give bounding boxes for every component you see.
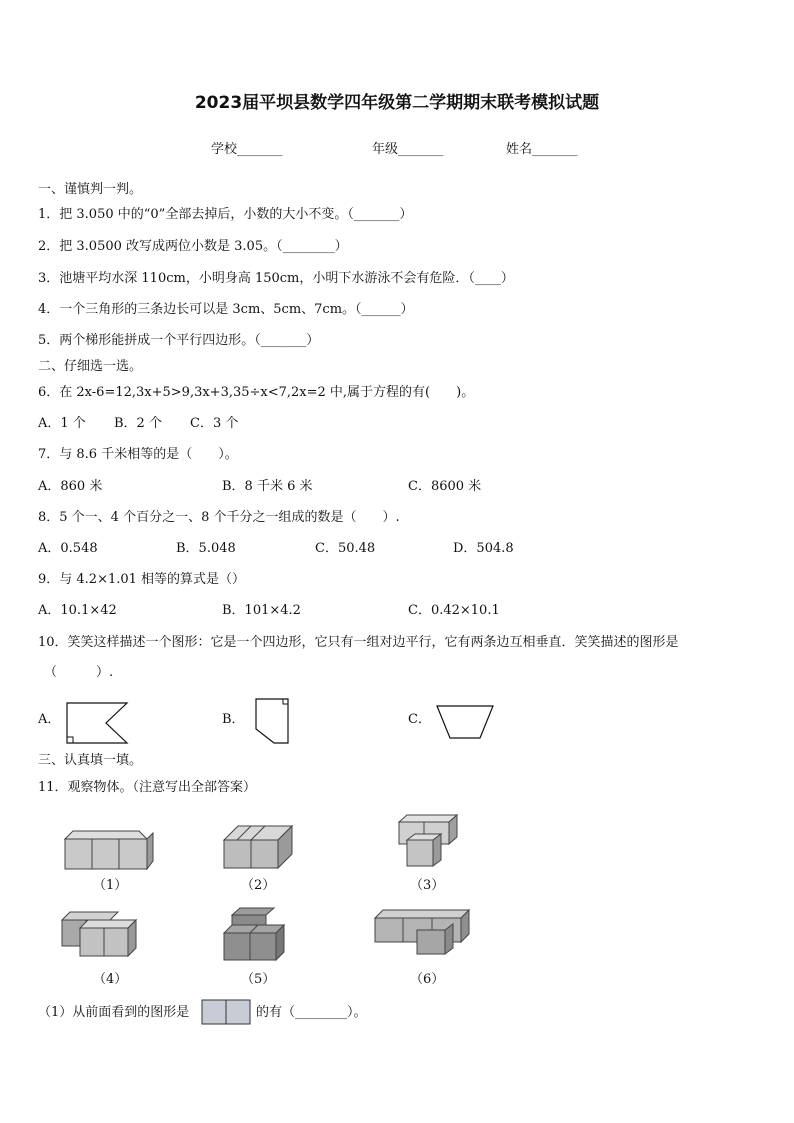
q10-shape-b xyxy=(252,696,292,746)
q10-option-c: C． xyxy=(408,712,431,727)
q11-sub1-suffix: 的有（________）。 xyxy=(256,1005,367,1020)
q10-shape-c xyxy=(434,703,496,741)
figure-label-5: （5） xyxy=(241,972,276,987)
q9-option-c: C．0.42×10.1 xyxy=(408,603,500,618)
q6-option-c: C．3 个 xyxy=(190,416,239,431)
question-2: 2．把 3.0500 改写成两位小数是 3.05。（________） xyxy=(38,239,348,254)
question-4: 4．一个三角形的三条边长可以是 3cm、5cm、7cm。（______） xyxy=(38,302,414,317)
question-10-blank: （ ）. xyxy=(44,665,114,680)
cube-figure-2 xyxy=(220,820,300,872)
q10-shape-a xyxy=(64,700,130,746)
question-1: 1．把 3.050 中的“0”全部去掉后，小数的大小不变。（_______） xyxy=(38,207,413,222)
question-6: 6．在 2x-6=12,3x+5>9,3x+3,35÷x<7,2x=2 中,属于方程的有( )。 xyxy=(38,385,475,400)
q8-option-c: C．50.48 xyxy=(315,541,376,556)
page-title: 2023届平坝县数学四年级第二学期期末联考模拟试题 xyxy=(194,93,600,113)
cube-figure-5 xyxy=(220,905,290,963)
front-view-shape xyxy=(201,999,251,1025)
figure-label-4: （4） xyxy=(93,972,128,987)
q8-option-b: B．5.048 xyxy=(176,541,236,556)
q11-sub1-prefix: （1）从前面看到的图形是 xyxy=(38,1005,190,1020)
q9-option-b: B．101×4.2 xyxy=(222,603,301,618)
cube-figure-1 xyxy=(60,825,155,873)
cube-figure-3 xyxy=(395,812,465,870)
section-1-heading: 一、谨慎判一判。 xyxy=(38,182,143,197)
cube-figure-4 xyxy=(58,908,140,962)
cube-figure-6 xyxy=(371,906,473,958)
question-8: 8．5 个一、4 个百分之一、8 个千分之一组成的数是（ ）. xyxy=(38,510,400,525)
figure-label-3: （3） xyxy=(410,878,445,893)
section-2-heading: 二、仔细选一选。 xyxy=(38,359,143,374)
section-3-heading: 三、认真填一填。 xyxy=(38,753,143,768)
question-10: 10．笑笑这样描述一个图形：它是一个四边形，它只有一组对边平行，它有两条边互相垂直．笑笑描述的图形是 xyxy=(38,635,679,650)
q7-option-c: C．8600 米 xyxy=(408,479,482,494)
figure-label-2: （2） xyxy=(241,878,276,893)
figure-label-6: （6） xyxy=(410,972,445,987)
q8-option-d: D．504.8 xyxy=(453,541,514,556)
q7-option-b: B．8 千米 6 米 xyxy=(222,479,313,494)
name-field: 姓名_______ xyxy=(506,142,578,157)
question-11: 11．观察物体。（注意写出全部答案） xyxy=(38,780,257,795)
grade-field: 年级_______ xyxy=(372,142,444,157)
q6-option-a: A．1 个 xyxy=(38,416,86,431)
question-9: 9．与 4.2×1.01 相等的算式是（） xyxy=(38,572,246,587)
question-3: 3．池塘平均水深 110cm，小明身高 150cm，小明下水游泳不会有危险．（____） xyxy=(38,271,514,286)
school-field: 学校_______ xyxy=(211,142,283,157)
figure-label-1: （1） xyxy=(93,878,128,893)
q10-option-a: A． xyxy=(38,712,61,727)
q8-option-a: A．0.548 xyxy=(38,541,98,556)
question-5: 5．两个梯形能拼成一个平行四边形。（_______） xyxy=(38,333,320,348)
q10-option-b: B． xyxy=(222,712,245,727)
q6-option-b: B．2 个 xyxy=(114,416,162,431)
question-7: 7．与 8.6 千米相等的是（ ）。 xyxy=(38,447,238,462)
q7-option-a: A．860 米 xyxy=(38,479,103,494)
q9-option-a: A．10.1×42 xyxy=(38,603,117,618)
